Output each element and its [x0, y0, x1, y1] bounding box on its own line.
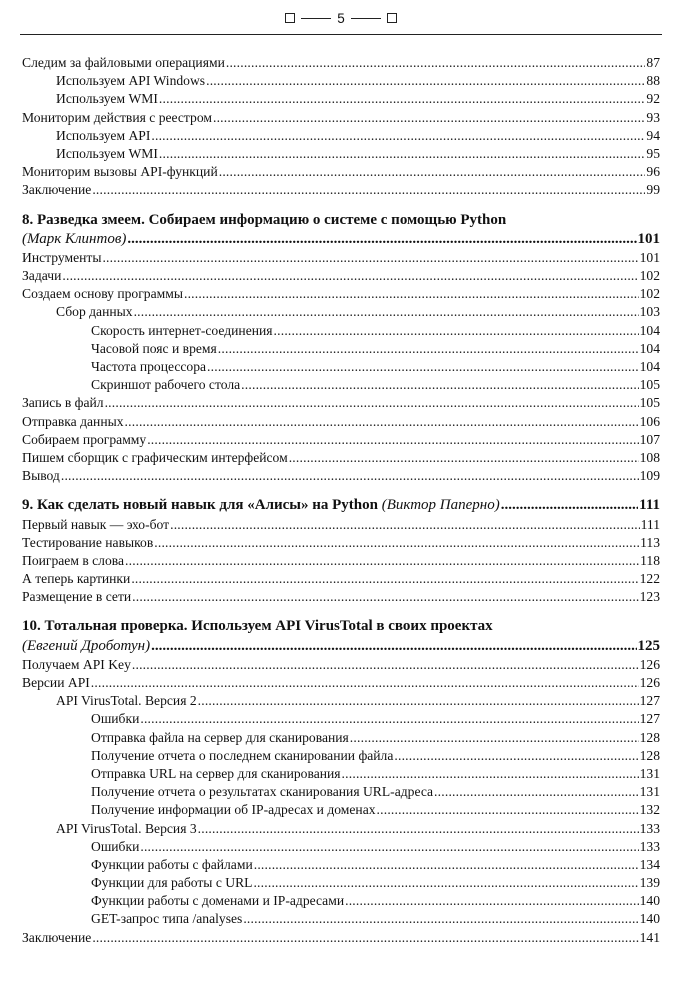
toc-entry[interactable] [22, 467, 660, 485]
toc-entry-page: 108 [639, 449, 660, 465]
toc-entry-title: Получение отчета о результатах сканирования URL-адреса [91, 784, 434, 800]
toc-entry-title: Отправка файла на сервер для сканирования [91, 729, 349, 745]
toc-entry[interactable] [22, 54, 660, 72]
toc-entry-page: 132 [639, 802, 660, 818]
toc-entry-title: Скорость интернет-соединения [91, 322, 273, 338]
toc-entry-title: Поиграем в слова [22, 552, 125, 568]
dot-leader [345, 892, 639, 910]
toc-entry-page: 109 [639, 468, 660, 484]
dot-leader [159, 145, 645, 163]
toc-entry[interactable] [22, 674, 660, 692]
toc-entry-title: Версии API [22, 675, 90, 690]
toc-entry[interactable] [22, 181, 660, 199]
toc-entry-title: Часовой пояс и время [91, 340, 217, 356]
toc-entry-page: 102 [639, 268, 660, 284]
chapter-author: (Марк Клинтов) [22, 230, 127, 247]
chapter-title-text: 9. Как сделать новый навык для «Алисы» на Python [22, 497, 378, 514]
toc-entry-page: 93 [646, 109, 660, 125]
toc-entry[interactable] [22, 747, 660, 765]
dot-leader [170, 516, 640, 534]
toc-entry-page: 105 [639, 377, 660, 393]
chapter-page-number: 111 [639, 497, 660, 514]
toc-entry[interactable] [22, 692, 660, 710]
toc-entry[interactable] [22, 90, 660, 108]
toc-entry-title: Собираем программу [22, 431, 147, 447]
toc-entry-title: Вывод [22, 468, 60, 484]
dot-leader [434, 783, 639, 801]
toc-entry-page: 131 [639, 765, 660, 781]
toc-section [22, 617, 660, 946]
page-header [20, 8, 662, 35]
toc-entry-title: Ошибки [91, 838, 140, 854]
toc-section [22, 211, 660, 486]
toc-entry[interactable] [22, 588, 660, 606]
dot-leader [102, 249, 638, 267]
dot-leader [394, 747, 638, 765]
toc-entry-title: API VirusTotal. Версия 3 [56, 820, 197, 836]
toc-entry-page: 99 [646, 182, 660, 198]
toc-entry[interactable] [22, 340, 660, 358]
header-right-rule [351, 18, 381, 19]
toc-entry[interactable] [22, 838, 660, 856]
toc-entry-title: Получение информации об IP-адресах и доменах [91, 802, 376, 818]
toc-entry[interactable] [22, 376, 660, 394]
toc-entry-title: Используем WMI [56, 91, 158, 107]
toc-entry-title: Создаем основу программы [22, 286, 183, 302]
toc-entry[interactable] [22, 892, 660, 910]
toc-entry-title: Отправка URL на сервер для сканирования [91, 765, 341, 781]
toc-entry[interactable] [22, 910, 660, 928]
toc-entry-page: 131 [639, 784, 660, 800]
dot-leader [140, 838, 638, 856]
toc-entry-title: Получаем API Key [22, 656, 131, 672]
dot-leader [243, 910, 638, 928]
dot-leader [154, 534, 639, 552]
toc-entry-title: Пишем сборщик с графическим интерфейсом [22, 449, 288, 465]
toc-entry-page: 107 [639, 431, 660, 447]
toc-entry[interactable] [22, 929, 660, 947]
table-of-contents [22, 54, 660, 947]
toc-entry-title: Сбор данных [56, 304, 133, 320]
toc-entry-page: 140 [639, 911, 660, 927]
toc-entry-title: А теперь картинки [22, 571, 131, 587]
dot-leader [62, 267, 638, 285]
toc-entry[interactable] [22, 394, 660, 412]
toc-entry-title: API VirusTotal. Версия 2 [56, 693, 197, 709]
toc-entry-title: Функции работы с файлами [91, 856, 253, 872]
toc-entry[interactable] [22, 534, 660, 552]
toc-entry[interactable] [22, 449, 660, 467]
toc-entry[interactable] [22, 874, 660, 892]
dot-leader [501, 496, 638, 515]
toc-entry-page: 133 [639, 838, 660, 854]
dot-leader [342, 765, 639, 783]
toc-entry[interactable] [22, 570, 660, 588]
dot-leader [127, 230, 636, 249]
toc-entry-title: Запись в файл [22, 395, 104, 411]
toc-entry-page: 101 [639, 249, 660, 265]
header-right-box-icon [387, 13, 397, 23]
toc-entry-title: Отправка данных [22, 413, 124, 429]
toc-entry-page: 96 [646, 164, 660, 180]
dot-leader [219, 163, 646, 181]
toc-entry-page: 92 [646, 91, 660, 107]
header-left-box-icon [285, 13, 295, 23]
toc-entry-title: Первый навык — эхо-бот [22, 516, 170, 532]
toc-entry[interactable] [22, 72, 660, 90]
toc-entry[interactable] [22, 710, 660, 728]
toc-entry-title: Скриншот рабочего стола [91, 377, 241, 393]
page-header-inner [20, 11, 662, 27]
toc-entry-page: 128 [639, 747, 660, 763]
dot-leader [253, 874, 638, 892]
toc-entry-page: 104 [639, 340, 660, 356]
toc-entry[interactable] [22, 413, 660, 431]
toc-entry-title: Мониторим действия с реестром [22, 109, 212, 125]
toc-entry[interactable] [22, 358, 660, 376]
toc-entry-title: Функции работы с доменами и IP-адресами [91, 893, 345, 909]
toc-entry-title: Используем API Windows [56, 73, 206, 89]
chapter-page-number: 125 [637, 637, 660, 654]
toc-entry-page: 128 [639, 729, 660, 745]
toc-entry-title: Используем API [56, 127, 151, 143]
toc-entry-page: 126 [639, 675, 660, 690]
toc-entry-title: Используем WMI [56, 145, 158, 161]
toc-entry-title: Размещение в сети [22, 589, 132, 605]
toc-entry-title: Частота процессора [91, 359, 207, 374]
toc-entry[interactable] [22, 285, 660, 303]
chapter-page-number: 101 [637, 230, 660, 247]
dot-leader [218, 340, 639, 358]
dot-leader [151, 127, 645, 145]
toc-entry[interactable] [22, 765, 660, 783]
toc-entry-page: 104 [639, 359, 660, 374]
chapter-title-tail [22, 496, 500, 515]
toc-entry-title: Следим за файловыми операциями [22, 55, 225, 70]
toc-entry-page: 118 [640, 552, 660, 568]
dot-leader [140, 710, 638, 728]
toc-entry[interactable] [22, 820, 660, 838]
toc-entry-title: Функции для работы с URL [91, 875, 253, 891]
toc-entry-title: Заключение [22, 182, 92, 198]
toc-entry-page: 139 [639, 875, 660, 891]
dot-leader [377, 801, 639, 819]
toc-entry[interactable] [22, 431, 660, 449]
toc-entry[interactable] [22, 801, 660, 819]
toc-section [22, 496, 660, 606]
dot-leader [289, 449, 639, 467]
toc-entry-page: 103 [639, 304, 660, 320]
dot-leader [134, 303, 639, 321]
toc-entry[interactable] [22, 656, 660, 674]
toc-entry-page: 105 [639, 395, 660, 411]
dot-leader [274, 322, 639, 340]
toc-entry-page: 126 [639, 656, 660, 672]
chapter-title: 8. Разведка змеем. Собираем информацию о системе с помощью Python [22, 211, 507, 228]
toc-entry[interactable] [22, 516, 660, 534]
dot-leader [91, 674, 639, 692]
dot-leader [92, 181, 645, 199]
toc-entry-title: Ошибки [91, 711, 140, 727]
dot-leader [125, 552, 639, 570]
toc-entry-title: Инструменты [22, 249, 102, 265]
toc-entry[interactable] [22, 729, 660, 747]
dot-leader [198, 692, 639, 710]
dot-leader [132, 656, 639, 674]
toc-entry-page: 94 [646, 127, 660, 143]
toc-entry-page: 133 [639, 820, 660, 836]
toc-entry-title: Тестирование навыков [22, 534, 154, 550]
dot-leader [132, 588, 638, 606]
toc-entry[interactable] [22, 856, 660, 874]
toc-entry-page: 123 [639, 589, 660, 605]
dot-leader [61, 467, 639, 485]
toc-section [22, 54, 660, 200]
toc-entry-page: 141 [639, 929, 660, 945]
dot-leader [198, 820, 639, 838]
toc-entry-title: Задачи [22, 268, 62, 284]
toc-entry-page: 88 [646, 73, 660, 89]
toc-entry-page: 122 [639, 571, 660, 587]
toc-entry-page: 140 [639, 893, 660, 909]
dot-leader [92, 929, 638, 947]
chapter-title-tail [22, 637, 150, 656]
toc-entry-title: Заключение [22, 929, 92, 945]
toc-entry[interactable] [22, 127, 660, 145]
toc-entry-page: 104 [639, 322, 660, 338]
dot-leader [241, 376, 638, 394]
chapter-entry[interactable] [22, 496, 660, 515]
chapter-title-tail [22, 230, 126, 249]
dot-leader [350, 729, 639, 747]
dot-leader [254, 856, 639, 874]
toc-entry-title: GET-запрос типа /analyses [91, 911, 243, 927]
toc-entry[interactable] [22, 267, 660, 285]
dot-leader [184, 285, 639, 303]
toc-entry-page: 95 [646, 145, 660, 161]
dot-leader [207, 358, 639, 376]
dot-leader [131, 570, 638, 588]
dot-leader [213, 109, 645, 127]
toc-entry[interactable] [22, 109, 660, 127]
toc-entry[interactable] [22, 249, 660, 267]
toc-entry-page: 102 [639, 286, 660, 302]
toc-entry[interactable] [22, 145, 660, 163]
toc-entry-page: 111 [640, 516, 660, 532]
toc-entry[interactable] [22, 163, 660, 181]
toc-entry[interactable] [22, 552, 660, 570]
toc-entry[interactable] [22, 303, 660, 321]
page-number: 5 [337, 11, 345, 26]
toc-entry-page: 134 [639, 856, 660, 872]
chapter-entry[interactable] [22, 637, 660, 656]
chapter-author: (Евгений Дроботун) [22, 637, 151, 654]
toc-entry-page: 127 [639, 711, 660, 727]
dot-leader [105, 394, 639, 412]
dot-leader [159, 90, 645, 108]
dot-leader [151, 637, 636, 656]
toc-entry-page: 106 [639, 413, 660, 429]
chapter-title: 10. Тотальная проверка. Используем API VirusTotal в своих проектах [22, 618, 493, 635]
toc-entry-page: 127 [639, 693, 660, 709]
dot-leader [125, 413, 639, 431]
toc-entry[interactable] [22, 322, 660, 340]
chapter-entry[interactable] [22, 230, 660, 249]
dot-leader [147, 431, 638, 449]
toc-entry-title: Получение отчета о последнем сканировании файла [91, 747, 394, 763]
dot-leader [226, 54, 646, 72]
chapter-author: (Виктор Паперно) [381, 497, 500, 514]
dot-leader [206, 72, 645, 90]
toc-entry-title: Мониторим вызовы API-функций [22, 164, 218, 180]
toc-entry[interactable] [22, 783, 660, 801]
toc-entry-page: 113 [640, 534, 660, 550]
header-left-rule [301, 18, 331, 19]
toc-entry-page: 87 [646, 55, 660, 70]
